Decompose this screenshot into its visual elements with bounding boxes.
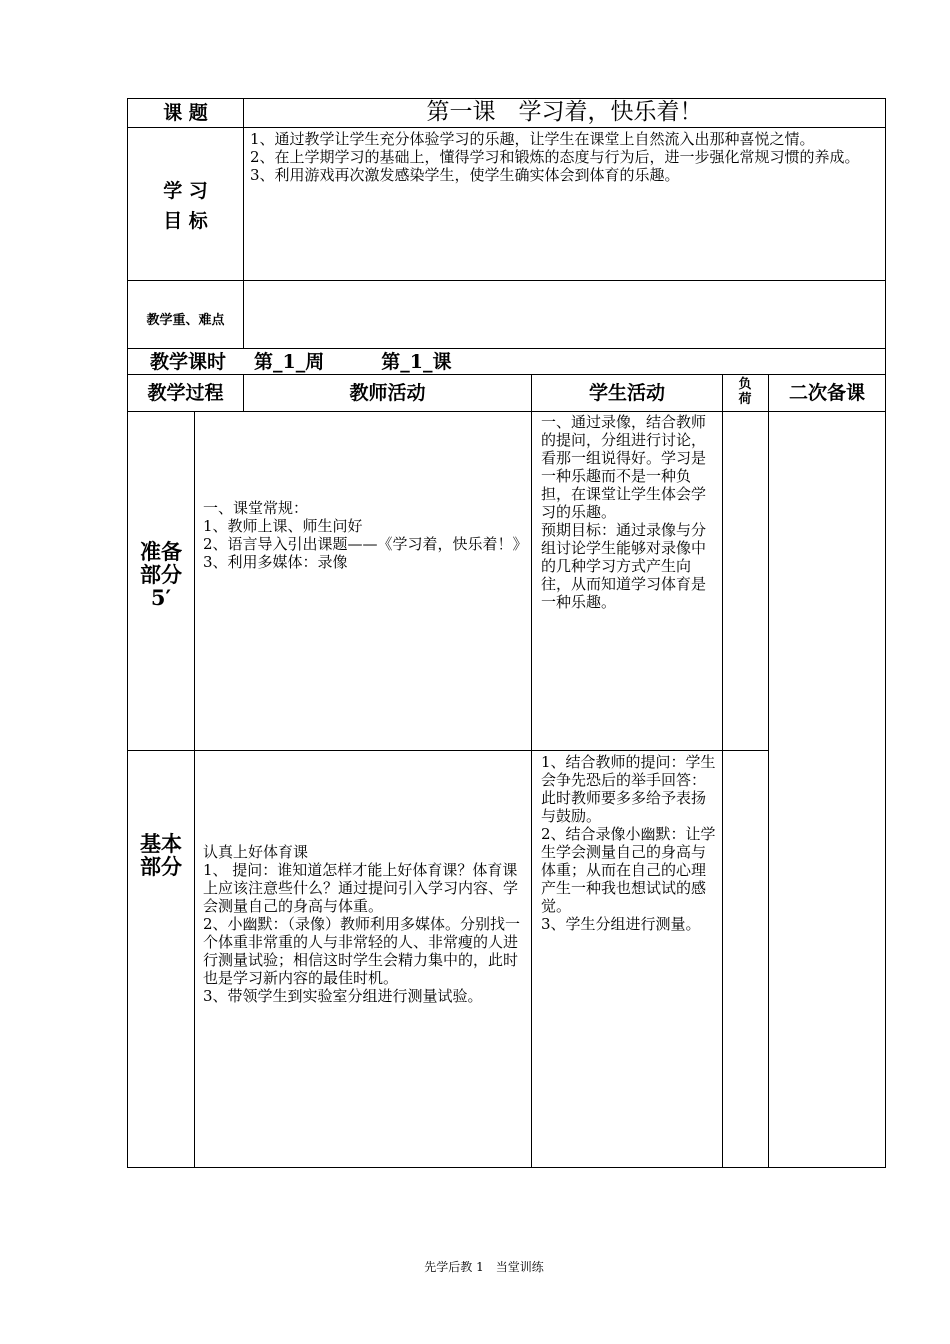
table-col-rule: [243, 98, 244, 348]
student-line: 1、结合教师的提问：学生会争先恐后的举手回答：此时教师要多多给予表扬与鼓励。: [541, 753, 716, 825]
teacher-line: 1、 提问：谁知道怎样才能上好体育课？体育课上应该注意些什么？通过提问引入学习内容、学会测量自己的身高与体重。: [203, 861, 519, 915]
header-process: 教学过程: [147, 382, 224, 404]
goal-item: 3、利用游戏再次激发感染学生，使学生确实体会到体育的乐趣。: [250, 166, 680, 184]
teacher-line: 1、教师上课、师生问好: [203, 517, 363, 535]
goals-label-line1: 学 习: [163, 180, 208, 202]
teacher-line: 3、带领学生到实验室分组进行测量试验。: [203, 987, 483, 1005]
table-col-rule: [722, 374, 723, 1168]
table-col-rule: [194, 411, 195, 1168]
lesson-title: 第一课 学习着，快乐着！: [426, 99, 703, 125]
topic-label: 课 题: [163, 102, 208, 124]
lesson-time-label: 教学课时: [149, 351, 226, 373]
lesson-time-value: 第_1_周 第_1_课: [254, 351, 452, 373]
header-student: 学生活动: [588, 382, 665, 404]
table-border-right: [885, 98, 886, 1168]
header-teacher: 教师活动: [349, 382, 426, 404]
section-prep-teacher: [203, 499, 528, 571]
goal-item: 1、通过教学让学生充分体验学习的乐趣，让学生在课堂上自然流入出那种喜悦之情。: [250, 130, 815, 148]
student-line: 3、学生分组进行测量。: [541, 915, 701, 933]
student-line: 2、结合录像小幽默：让学生学会测量自己的身高与体重；从而在自己的心理产生一种我也想试试的感觉。: [541, 825, 716, 915]
goals-label: [128, 176, 243, 236]
goals-list: [250, 130, 882, 184]
goals-label-line2: 目 标: [163, 210, 208, 232]
section-prep-student: [541, 413, 717, 611]
header-second-prep: 二次备课: [788, 382, 865, 404]
table-border-left: [127, 98, 128, 1168]
table-rule: [127, 750, 768, 751]
teacher-line: 认真上好体育课: [203, 843, 309, 861]
teacher-line: 3、利用多媒体：录像: [203, 553, 348, 571]
section-prep-label: 准备部分5′: [140, 539, 182, 610]
keypoints-label: 教学重、难点: [146, 313, 225, 328]
table-col-rule: [531, 374, 532, 1168]
table-border-bottom: [127, 1167, 886, 1168]
goal-item: 2、在上学期学习的基础上，懂得学习和锻炼的态度与行为后，进一步强化常规习惯的养成。: [250, 148, 860, 166]
student-line: 一、通过录像，结合教师的提问，分组进行讨论，看那一组说得好。学习是一种乐趣而不是一种负担，在课堂让学生体会学习的乐趣。: [541, 413, 707, 521]
table-col-rule: [768, 374, 769, 1168]
section-basic-label: 基本部分: [140, 831, 182, 879]
table-rule: [127, 127, 886, 128]
table-rule: [127, 411, 886, 412]
header-load: 负荷: [738, 377, 752, 407]
teacher-line: 2、小幽默：（录像）教师利用多媒体。分别找一个体重非常重的人与非常轻的人、非常瘦的人进行测量试验；相信这时学生会精力集中的，此时也是学习新内容的最佳时机。: [203, 915, 521, 987]
section-basic-student: [541, 753, 717, 933]
student-line: 预期目标：通过录像与分组讨论学生能够对录像中的几种学习方式产生向往，从而知道学习体育是一种乐趣。: [541, 521, 707, 611]
section-basic-teacher: [203, 843, 528, 1005]
teacher-line: 2、语言导入引出课题——《学习着，快乐着！》: [203, 535, 528, 553]
page-footer: 先学后教 1 当堂训练: [424, 1260, 544, 1274]
teacher-line: 一、课堂常规：: [203, 499, 309, 517]
